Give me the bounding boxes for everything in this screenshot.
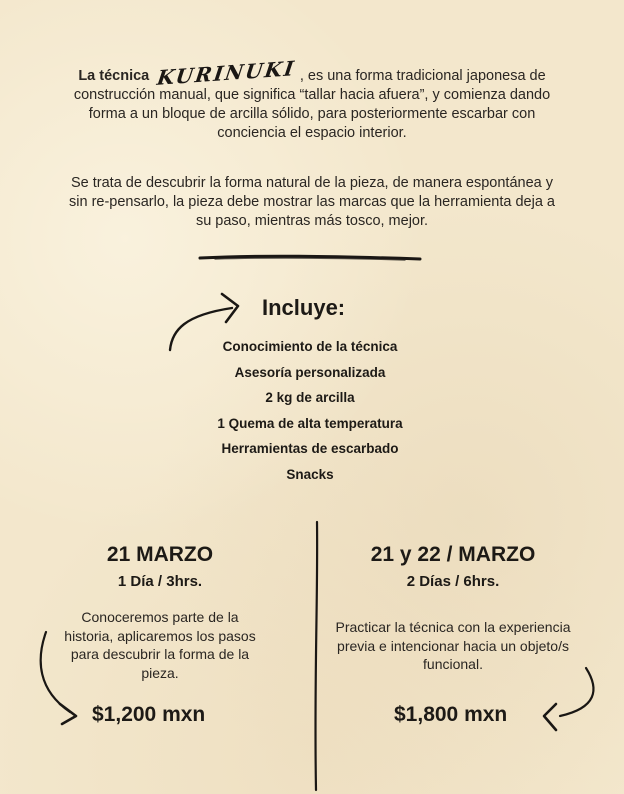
list-item: Herramientas de escarbado	[221, 441, 399, 456]
price-one-day: $1,200 mxn	[92, 703, 206, 726]
list-item: Asesoría personalizada	[234, 364, 386, 380]
option-duration: 1 Día / 3hrs.	[117, 573, 203, 590]
list-item: 1 Quema de alta temperatura	[217, 415, 403, 431]
option-description: Conoceremos parte de la historia, aplicaremos los pasos para descubrir la forma de la pieza.	[64, 609, 256, 681]
list-item: Snacks	[286, 466, 334, 482]
description-paragraph: Se trata de descubrir la forma natural de la pieza, de manera espontánea y sin re-pensarlo, la pieza debe mostrar las marcas que la herramienta deja a su paso, mientras más tosco, mejor.	[69, 175, 555, 229]
option-two-days	[328, 540, 578, 674]
list-item: Conocimiento de la técnica	[222, 339, 398, 354]
includes-title: Incluye:	[262, 295, 346, 320]
price-two-days: $1,800 mxn	[394, 703, 508, 726]
option-date: 21 MARZO	[106, 543, 214, 566]
option-date: 21 y 22 / MARZO	[370, 543, 536, 566]
kurinuki-brand: KURINUKI	[155, 56, 298, 90]
option-duration: 2 Días / 6hrs.	[406, 573, 500, 590]
list-item: 2 kg de arcilla	[265, 390, 355, 405]
vertical-divider	[315, 522, 317, 790]
option-one-day	[60, 540, 260, 682]
includes-list	[160, 334, 460, 487]
curved-arrow-bottom-right	[544, 668, 593, 730]
intro-text: , es una forma tradicional japonesa de construcción manual, que significa “tallar hacia afuera”, y comienza dando forma a un bloque de arcilla sólido, para posteriormente escarbar con conciencia el espacio interior.	[73, 68, 551, 141]
option-description: Practicar la técnica con la experiencia previa e intencionar hacia un objeto/s funcional.	[335, 619, 571, 672]
intro-lead: La técnica	[78, 68, 150, 84]
intro-paragraph	[60, 56, 564, 143]
